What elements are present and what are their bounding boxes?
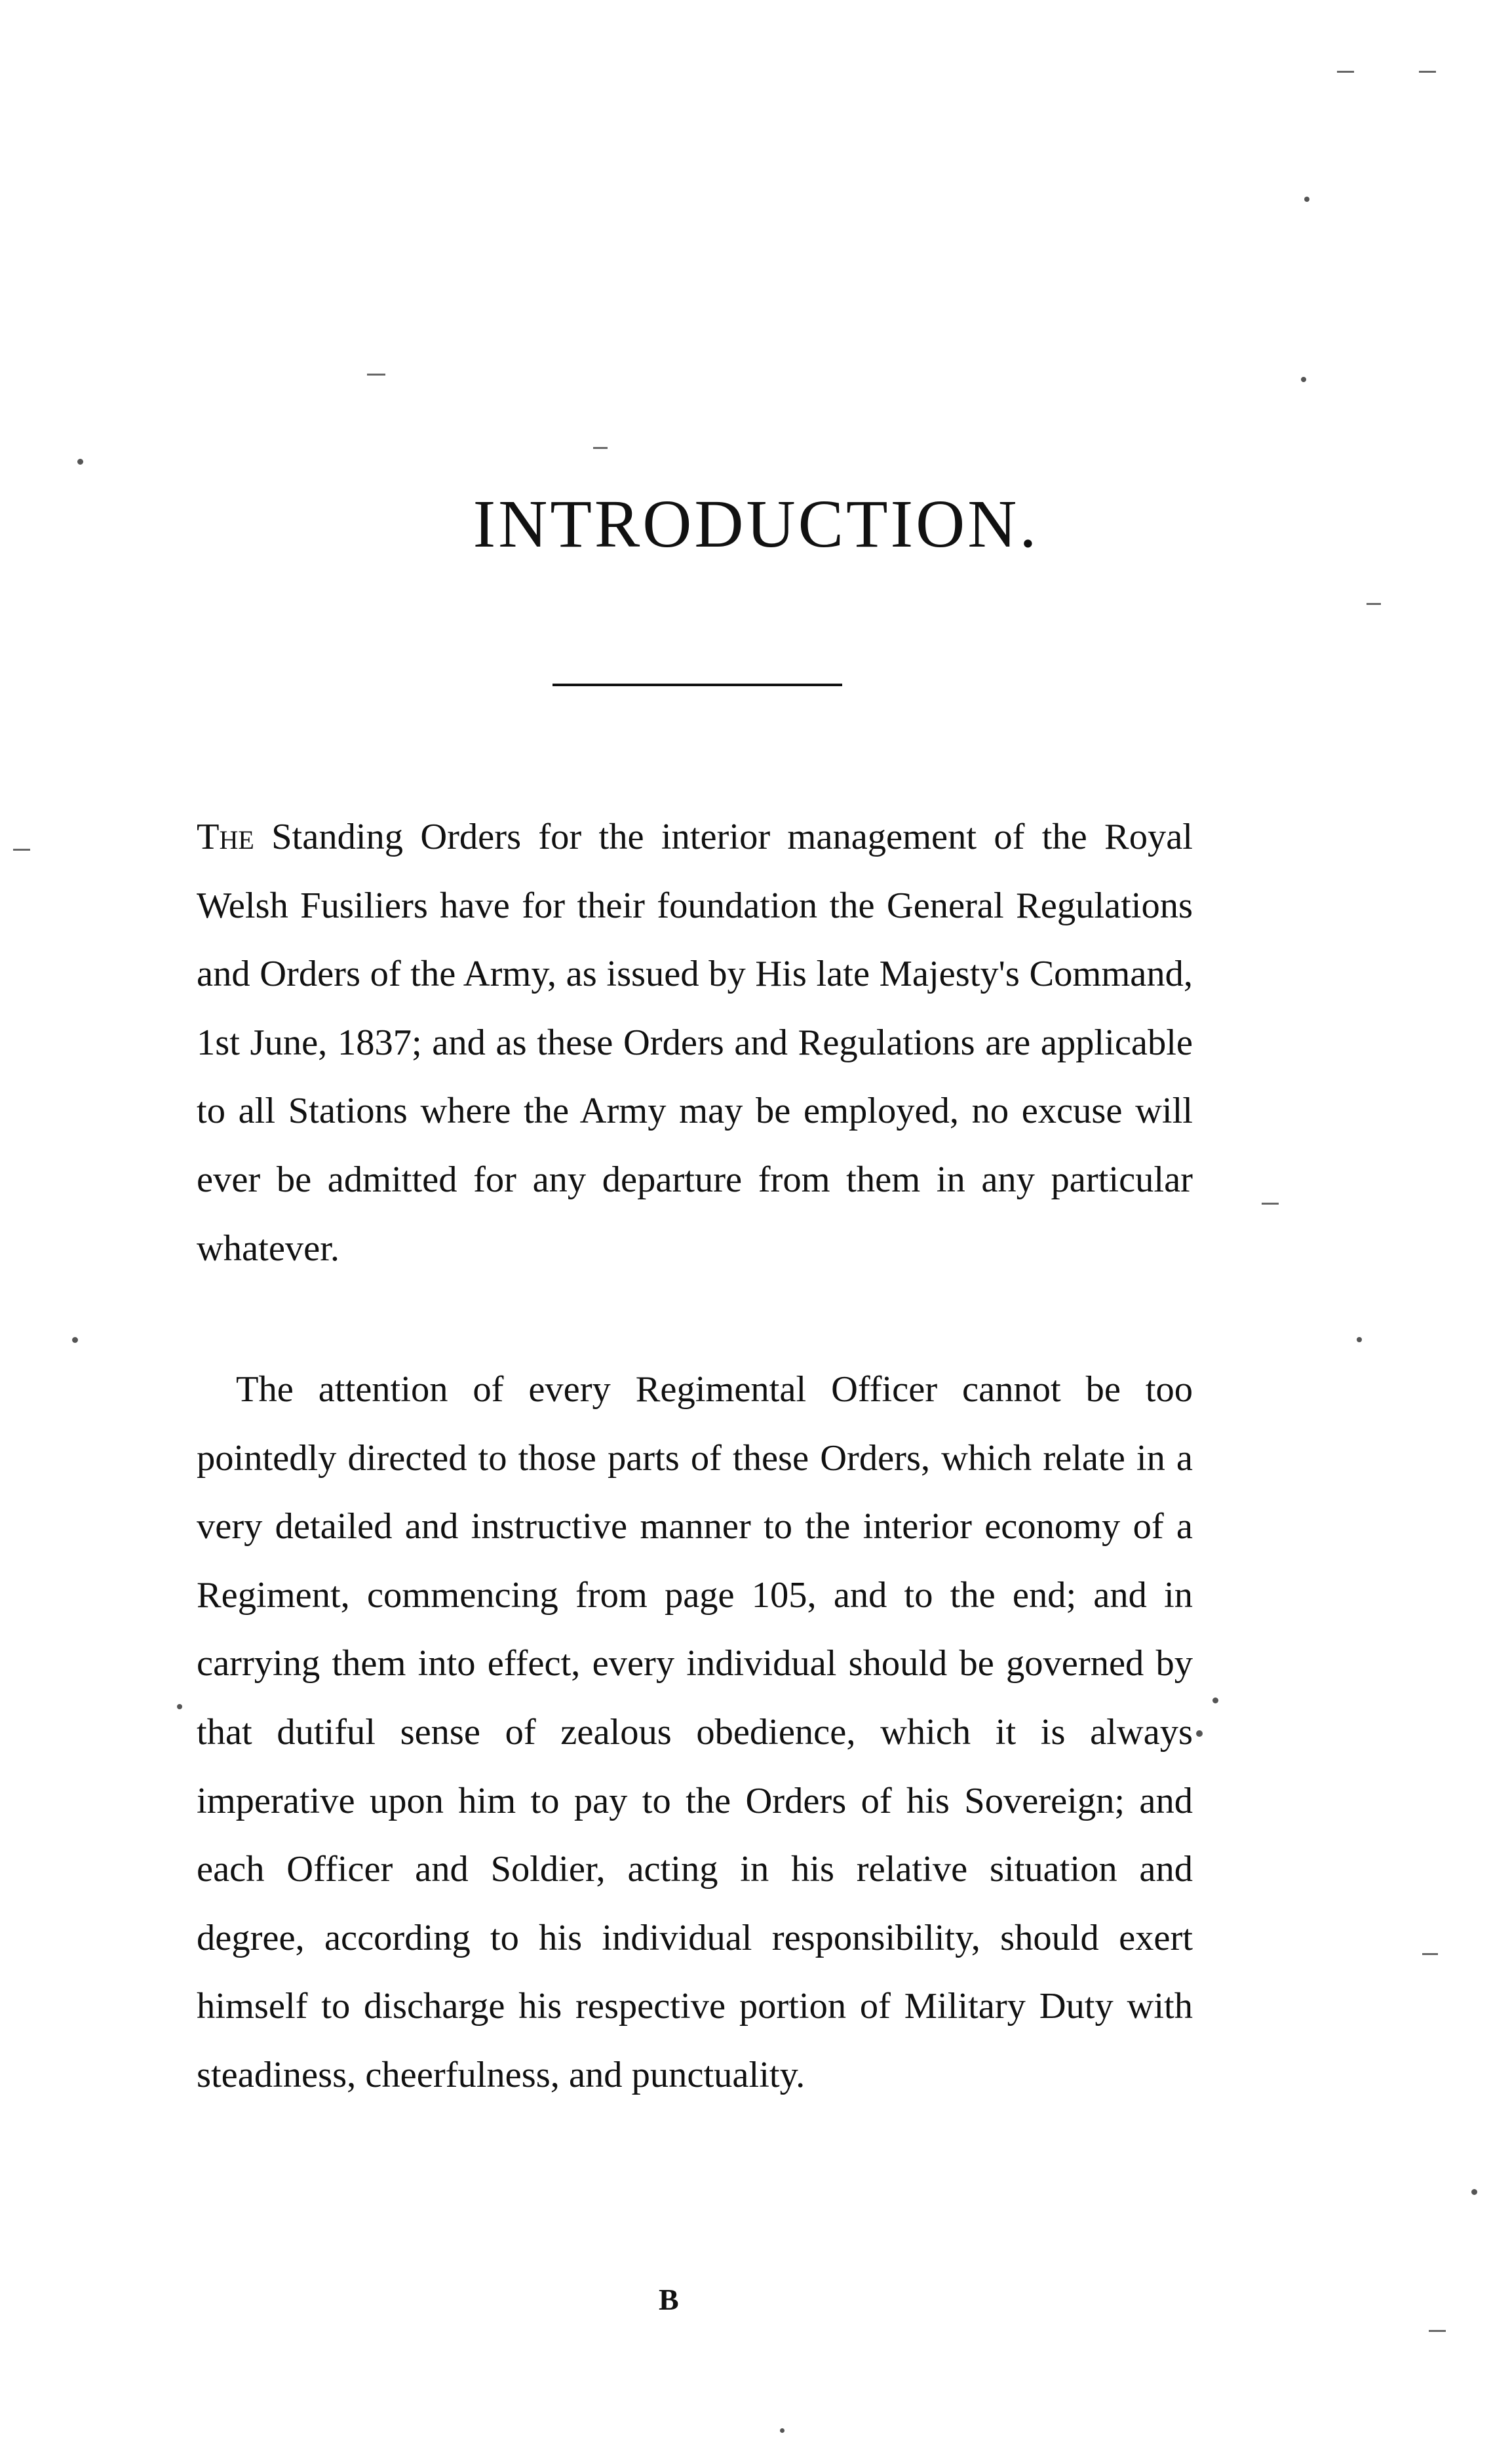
print-dash	[1429, 2330, 1446, 2332]
print-speck	[177, 1704, 182, 1709]
print-speck	[780, 2428, 785, 2433]
print-speck	[72, 1337, 78, 1343]
print-dash	[1367, 603, 1381, 605]
print-speck	[1196, 1730, 1203, 1737]
print-dash	[1337, 71, 1354, 73]
paragraph-1-text: Standing Orders for the interior management of the Royal Welsh Fusiliers have for their foundation the General Regulations and Orders of the Army, as issued by His late Majesty's Command, 1st June, 1837; and as these Orders and Regulations are applicable to all Stations where the Army may be employed, no excuse will ever be admitted for any departure from them in any particular whatever.	[197, 817, 1193, 1269]
print-dash	[1422, 1953, 1438, 1955]
print-speck	[1301, 377, 1306, 382]
paragraph-1	[197, 803, 1193, 1283]
page-title: INTRODUCTION.	[473, 486, 1039, 562]
print-dash	[1262, 1203, 1279, 1205]
print-speck	[77, 459, 83, 465]
paragraph-lead-word: The	[197, 817, 254, 857]
print-speck	[1357, 1337, 1362, 1342]
signature-mark: B	[659, 2283, 679, 2316]
print-speck	[1471, 2189, 1477, 2195]
print-speck	[1212, 1697, 1218, 1703]
print-dash	[367, 374, 385, 376]
print-dash	[1419, 71, 1436, 73]
print-dash	[593, 447, 608, 449]
title-rule	[552, 684, 842, 686]
print-dash	[13, 849, 30, 851]
print-speck	[1304, 197, 1309, 202]
paragraph-2: The attention of every Regimental Officer cannot be too pointedly directed to those parts of these Orders, which relate in a very detailed and instructive manner to the interior economy of a Regiment, commencing from page 105, and to the end; and in carrying them into effect, every individual should be governed by that dutiful sense of zealous obedience, which it is always imperative upon him to pay to the Orders of his Sovereign; and each Officer and Soldier, acting in his relative situation and degree, according to his individual responsibility, should exert himself to discharge his respective portion of Military Duty with steadiness, cheerfulness, and punctuality.	[197, 1369, 1193, 2095]
